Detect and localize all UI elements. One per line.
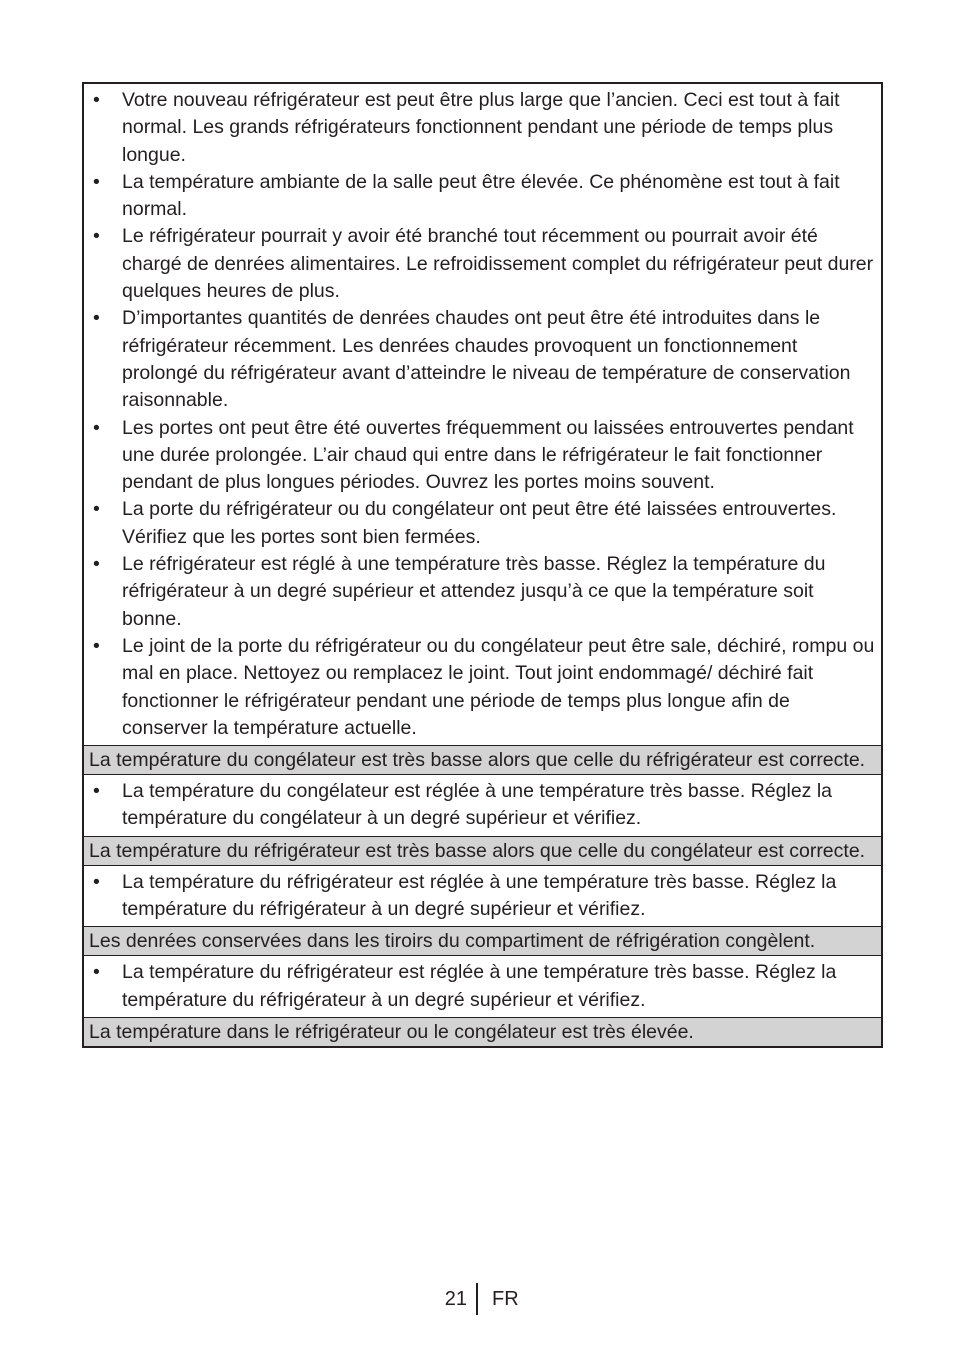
page-number: 21 <box>444 1288 467 1310</box>
bullet-icon: • <box>93 634 100 657</box>
list-item-text: D’importantes quantités de denrées chaudes ont peut être été introduites dans le réfrigérateur récemment. Les denrées chaudes provoquent un fonctionnement prolongé du réfrigérateur avant d’atteindre le niveau de température de conservation raisonnable. <box>122 307 851 412</box>
list-item-text: La température du réfrigérateur est réglée à une température très basse. Réglez la température du réfrigérateur à un degré supérieur et vérifiez. <box>122 870 837 921</box>
list-item-text: Le réfrigérateur est réglé à une température très basse. Réglez la température du réfrigérateur à un degré supérieur et attendez jusqu’à ce que la température soit bonne. <box>122 553 826 630</box>
problem-heading: La température du congélateur est très basse alors que celle du réfrigérateur est correcte. <box>84 745 881 774</box>
solution-block <box>84 774 881 836</box>
list-item <box>88 169 875 224</box>
list-item <box>88 959 875 1014</box>
bullet-icon: • <box>93 170 100 193</box>
page-footer <box>0 1283 954 1315</box>
bullet-icon: • <box>93 498 100 521</box>
language-code: FR <box>492 1288 519 1310</box>
solution-list <box>88 778 875 833</box>
bullet-icon: • <box>93 416 100 439</box>
list-item-text: Votre nouveau réfrigérateur est peut être plus large que l’ancien. Ceci est tout à fait normal. Les grands réfrigérateurs fonctionnent pendant une période de temps plus longue. <box>122 89 840 166</box>
troubleshooting-table <box>82 82 883 1048</box>
list-item <box>88 633 875 742</box>
list-item <box>88 551 875 633</box>
list-item <box>88 415 875 497</box>
list-item-text: Les portes ont peut être été ouvertes fréquemment ou laissées entrouvertes pendant une durée prolongée. L’air chaud qui entre dans le réfrigérateur le fait fonctionner pendant de plus longues périodes. Ouvrez les portes moins souvent. <box>122 416 854 494</box>
list-item-text: La température du réfrigérateur est réglée à une température très basse. Réglez la température du réfrigérateur à un degré supérieur et vérifiez. <box>122 961 837 1011</box>
bullet-icon: • <box>93 961 100 984</box>
list-item <box>88 223 875 305</box>
list-item <box>88 869 875 924</box>
list-item <box>88 87 875 169</box>
list-item-text: Le réfrigérateur pourrait y avoir été branché tout récemment ou pourrait avoir été chargé de denrées alimentaires. Le refroidissement complet du réfrigérateur peut durer quelques heures de plus. <box>122 225 874 303</box>
list-item <box>88 778 875 833</box>
solution-block <box>84 955 881 1017</box>
solution-list <box>88 869 875 924</box>
bullet-icon: • <box>93 225 100 248</box>
problem-heading: La température du réfrigérateur est très basse alors que celle du congélateur est correcte. <box>84 836 881 865</box>
solution-block <box>84 865 881 927</box>
problem-heading: Les denrées conservées dans les tiroirs du compartiment de réfrigération congèlent. <box>84 926 881 955</box>
solution-block <box>84 84 881 745</box>
footer-separator <box>476 1283 478 1315</box>
bullet-icon: • <box>93 89 100 111</box>
list-item-text: Le joint de la porte du réfrigérateur ou du congélateur peut être sale, déchiré, rompu ou mal en place. Nettoyez ou remplacez le joint. Tout joint endommagé/ déchiré fait fonctionner le réfrigérateur pendant une période de temps plus longue afin de conserver la température actuelle. <box>122 634 875 739</box>
list-item-text: La température ambiante de la salle peut être élevée. Ce phénomène est tout à fait normal. <box>122 170 840 221</box>
bullet-icon: • <box>93 870 100 893</box>
list-item-text: La porte du réfrigérateur ou du congélateur ont peut être été laissées entrouvertes. Vérifiez que les portes sont bien fermées. <box>122 498 837 548</box>
list-item <box>88 305 875 414</box>
solution-list <box>88 959 875 1014</box>
problem-heading: La température dans le réfrigérateur ou le congélateur est très élevée. <box>84 1017 881 1046</box>
bullet-icon: • <box>93 307 100 330</box>
bullet-icon: • <box>93 780 100 803</box>
list-item <box>88 496 875 551</box>
bullet-icon: • <box>93 553 100 576</box>
solution-list <box>88 87 875 742</box>
list-item-text: La température du congélateur est réglée à une température très basse. Réglez la température du congélateur à un degré supérieur et vérifiez. <box>122 780 833 830</box>
